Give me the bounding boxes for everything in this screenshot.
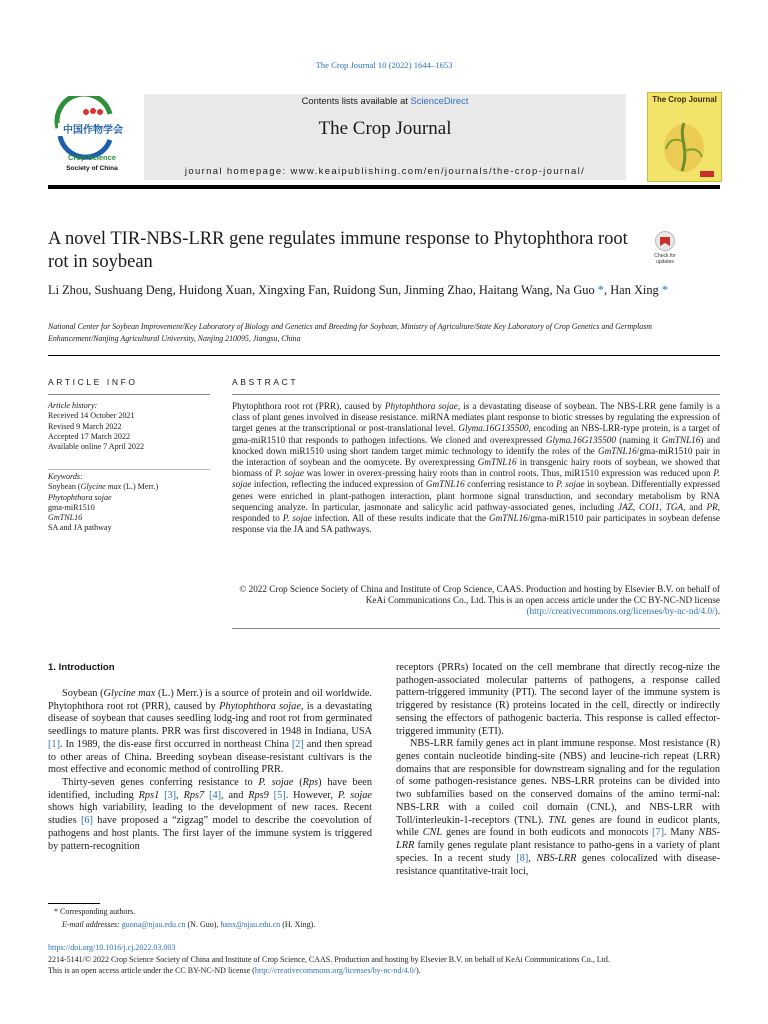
history-revised: Revised 9 March 2022 bbox=[48, 421, 122, 431]
logo-text: 中国作物学会 bbox=[63, 125, 123, 136]
keywords: Keywords: Soybean (Glycine max (L.) Merr.) Phytophthora sojae gma-miR1510 GmTNL16 SA and JA pathway bbox=[48, 472, 218, 534]
journal-citation[interactable]: The Crop Journal 10 (2022) 1644–1653 bbox=[315, 60, 453, 70]
email-link[interactable]: hanx@njau.edu.cn bbox=[220, 919, 281, 929]
abstract-label: ABSTRACT bbox=[232, 377, 299, 387]
divider bbox=[232, 628, 720, 629]
divider bbox=[232, 394, 720, 395]
journal-homepage[interactable]: journal homepage: www.keaipublishing.com/en/journals/the-crop-journal/ bbox=[184, 166, 586, 177]
sciencedirect-link[interactable]: ScienceDirect bbox=[410, 95, 469, 106]
divider bbox=[48, 469, 210, 470]
keyword: GmTNL16 bbox=[48, 513, 83, 523]
journal-name: The Crop Journal bbox=[318, 118, 452, 139]
affiliation: National Center for Soybean Improvement/Key Laboratory of Biology and Genetics and Breeding for Soybean, Ministry of Agriculture/State Key Laboratory of Crop Genetics and Germplasm Enhancement/Nanjing Agricultural University, Nanjing 210095, Jiangsu, China bbox=[48, 322, 652, 343]
logo-caption-line1: Crop Science bbox=[68, 153, 116, 162]
check-for-updates-badge[interactable] bbox=[648, 230, 682, 268]
logo-caption-line2: Society of China bbox=[66, 165, 118, 172]
paragraph: Thirty-seven genes conferring resistance to P. sojae (Rps) have been identified, including Rps1 [3], Rps7 [4], and Rps9 [5]. However, P. sojae shows high variability, leading to the development of new races. Recent studies [6] have proposed a “zigzag” model to describe the coevolution of pathogens and host plants. The first layer of the immune system is triggered by pattern-recognition bbox=[48, 777, 373, 852]
footnote-rule bbox=[48, 903, 100, 904]
corresponding-author-mark[interactable]: * bbox=[597, 283, 604, 297]
society-logo bbox=[48, 96, 136, 180]
divider bbox=[48, 394, 210, 395]
email-link[interactable]: guona@njau.edu.cn bbox=[121, 919, 186, 929]
abstract-copyright: © 2022 Crop Science Society of China and Institute of Crop Science, CAAS. Production and hosting by Elsevier B.V. on behalf of KeAi Communications Co., Ltd. This is an open access article under the CC BY-NC-ND license (http://creativecommons.org/licenses/by-nc-nd/4.0/). bbox=[239, 584, 720, 617]
doi-link[interactable]: https://doi.org/10.1016/j.cj.2022.03.003 bbox=[48, 943, 176, 952]
section-heading: 1. Introduction bbox=[48, 662, 115, 673]
abstract-text: Phytophthora root rot (PRR), caused by Phytophthora sojae, is a devastating disease of soybean. The NBS-LRR gene family is a class of plant genes involved in disease resistance. miRNA mediates plant response to biotic stresses by regulating the expression of target genes at the transcriptional or post-translational level. Glyma.16G135500, encoding an NBS-LRR-type protein, is a target of gma-miR1510 that responds to pathogen infections. We cloned and overexpressed Glyma.16G135500 (naming it GmTNL16) and knocked down miR1510 using short tandem target mimic technology to identify the roles of the GmTNL16/gma-miR1510 pair in the interaction of soybean and the oomycete. By overexpressing GmTNL16 in transgenic hairy roots of soybean, we showed that biomass of P. sojae was lower in overex-pressing hairy roots than in control roots. Thus, miR1510 expression was reduced upon P. sojae infection, reflecting the induced expression of GmTNL16 conferring resistance to P. sojae in soybean. Differentially expressed genes were enriched in plant-pathogen interaction, plant hormone signal transduction, and secondary metabolism by RNA sequencing analyze. In particular, jasmonate and salicylic acid pathway-associated genes, including JAZ, COI1, TGA, and PR, responded to P. sojae infection. All of these results indicate that the GmTNL16/gma-miR1510 pair participates in soybean defense response via the JA and SA pathways. bbox=[232, 401, 721, 535]
cover-art-icon bbox=[648, 93, 721, 181]
header-rule bbox=[48, 185, 720, 189]
svg-text:Check for: Check for bbox=[654, 253, 676, 259]
paragraph: receptors (PRRs) located on the cell membrane that directly recog-nize the pathogen-associated molecular patterns of pathogens, a response called pattern-triggered immunity (PTI). The second layer of the immune system is triggered by resistance (R) proteins located in the cell, directly or indirectly sensing the effectors of pathogenic bacteria. This response is called effector-triggered immunity (ETI). bbox=[396, 662, 720, 737]
corresponding-author-mark[interactable]: * bbox=[661, 283, 669, 297]
corresponding-footnote: * Corresponding authors. E-mail addresses: guona@njau.edu.cn (N. Guo), hanx@njau.edu.cn (H. Xing). bbox=[54, 907, 316, 929]
keyword: Soybean (Glycine max (L.) Merr.) bbox=[48, 482, 159, 492]
keyword: gma-miR1510 bbox=[48, 502, 95, 512]
article-info-label: ARTICLE INFO bbox=[48, 377, 138, 387]
author-list: Li Zhou, Sushuang Deng, Huidong Xuan, Xingxing Fan, Ruidong Sun, Jinming Zhao, Haitang Wang, Na Guo *, Han Xing * bbox=[48, 283, 669, 297]
keyword: SA and JA pathway bbox=[48, 523, 112, 533]
page-footer: https://doi.org/10.1016/j.cj.2022.03.003 2214-5141/© 2022 Crop Science Society of China and Institute of Crop Science, CAAS. Production and hosting by Elsevier B.V. on behalf of KeAi Communications Co., Ltd. This is an open access article under the CC BY-NC-ND license (http://creativecommons.org/licenses/by-nc-nd/4.0/). bbox=[48, 943, 610, 975]
keyword: Phytophthora sojae bbox=[48, 492, 112, 502]
history-received: Received 14 October 2021 bbox=[48, 411, 135, 421]
article-history: Article history: Received 14 October 2021 Revised 9 March 2022 Accepted 17 March 2022 Available online 7 April 2022 bbox=[48, 401, 218, 452]
cover-title: The Crop Journal bbox=[652, 95, 717, 104]
article-title: A novel TIR-NBS-LRR gene regulates immune response to Phytophthora root rot in soybean bbox=[48, 229, 628, 272]
body-column-left bbox=[48, 688, 372, 853]
history-online: Available online 7 April 2022 bbox=[48, 442, 145, 452]
journal-header bbox=[144, 94, 626, 180]
society-logo-icon bbox=[48, 96, 136, 180]
paragraph: NBS-LRR family genes act in plant immune response. Most resistance (R) genes contain nucleotide binding-site (NBS) and leucine-rich repeat (LRR) domains that are responsible for downstream signaling and for the regulation of some pathogen-resistance genes. NBS-LRR proteins can be divided into two subfamilies based on the conserved domains of the amino termi-nal: NBS-LRR with a coiled coil domain (CNL), and NBS-LRR with Toll/interleukin-1-receptors (TNL). TNL genes are found in eudicot plants, while CNL genes are found in both eudicots and monocots [7]. Many NBS-LRR family genes regulate plant resistance to patho-gens in a variety of plant species. In a recent study [8], NBS-LRR genes colocalized with disease-resistance quantitative-trait loci, bbox=[396, 738, 721, 877]
svg-text:updates: updates bbox=[656, 259, 674, 265]
journal-cover[interactable] bbox=[647, 92, 722, 182]
license-link[interactable]: http://creativecommons.org/licenses/by-nc-nd/4.0/ bbox=[254, 966, 416, 975]
paragraph: Soybean (Glycine max (L.) Merr.) is a source of protein and oil worldwide. Phytophthora root rot (PRR), caused by Phytophthora sojae, is a devastating disease of soybean that causes seedling lodg-ing and root rot from germinated seedlings to mature plants. PRR was first discovered in 1948 in Indiana, USA [1]. In 1989, the dis-ease first occurred in northeast China [2] and then spread to other areas of China. Breeding soybean disease-resistant cultivars is the most effective and economic method of controlling PRR. bbox=[48, 688, 373, 776]
body-column-right bbox=[396, 662, 720, 878]
contents-available: Contents lists available at ScienceDirect bbox=[301, 95, 469, 106]
divider bbox=[48, 355, 720, 356]
history-accepted: Accepted 17 March 2022 bbox=[48, 431, 131, 441]
check-updates-icon bbox=[648, 230, 682, 268]
license-link[interactable]: (http://creativecommons.org/licenses/by-nc-nd/4.0/) bbox=[526, 606, 718, 617]
